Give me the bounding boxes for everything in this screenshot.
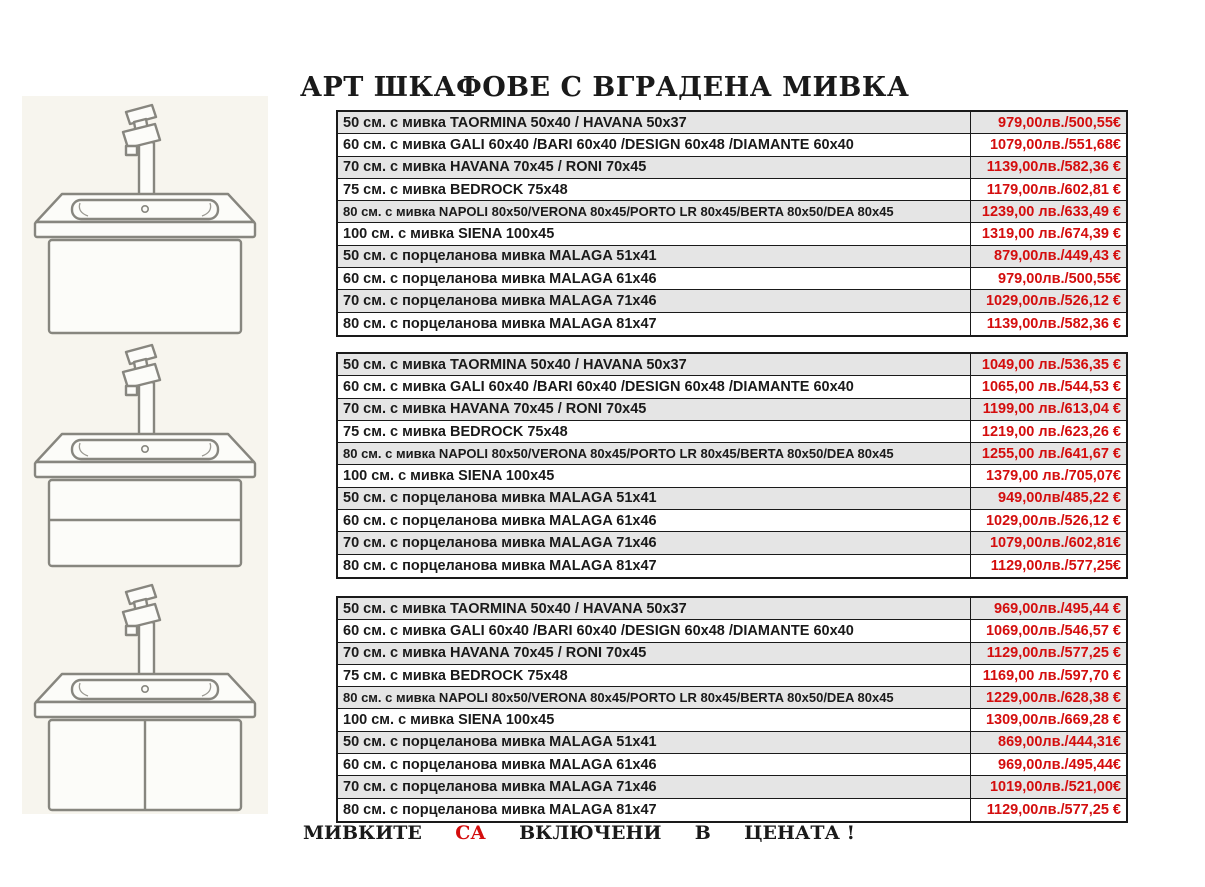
price-value: 1139,00лв./582,36 € (986, 159, 1121, 176)
product-description: 50 см. с мивка TAORMINA 50x40 / HAVANA 50x37 (338, 354, 971, 375)
table-row (338, 313, 1126, 335)
price-value: 1079,00лв./551,68€ (989, 136, 1121, 153)
price-value: 979,00лв./500,55€ (998, 114, 1121, 131)
product-description: 75 см. с мивка BEDROCK 75x48 (338, 665, 971, 686)
product-description: 60 см. с мивка GALI 60x40 /BARI 60x40 /DESIGN 60x48 /DIAMANTE 60x40 (338, 134, 971, 155)
table-row (338, 134, 1126, 156)
price-value: 1079,00лв./602,81€ (989, 535, 1121, 552)
table-row (338, 376, 1126, 398)
price-value: 879,00лв./449,43 € (994, 248, 1121, 265)
table-row (338, 643, 1126, 665)
product-description: 80 см. с мивка NAPOLI 80x50/VERONA 80x45/PORTO LR 80x45/BERTA 80x50/DEA 80x45 (338, 443, 971, 464)
table-row (338, 799, 1126, 821)
table-row (338, 201, 1126, 223)
price-value: 1239,00 лв./633,49 € (981, 203, 1121, 220)
page-title: АРТ ШКАФОВЕ С ВГРАДЕНА МИВКА (300, 72, 910, 103)
product-description: 75 см. с мивка BEDROCK 75x48 (338, 179, 971, 200)
footer-word-highlight: СА (455, 822, 486, 844)
product-description: 60 см. с порцеланова мивка MALAGA 61x46 (338, 510, 971, 531)
table-row (338, 709, 1126, 731)
table-row (338, 776, 1126, 798)
footer-word: В (694, 822, 711, 844)
price-value: 1255,00 лв./641,67 € (981, 445, 1121, 462)
table-row (338, 112, 1126, 134)
product-description: 80 см. с порцеланова мивка MALAGA 81x47 (338, 313, 971, 335)
price-value: 1019,00лв./521,00€ (989, 779, 1121, 796)
footer-word: ВКЛЮЧЕНИ (519, 822, 662, 844)
product-description: 50 см. с порцеланова мивка MALAGA 51x41 (338, 246, 971, 267)
table-row (338, 555, 1126, 577)
product-description: 50 см. с порцеланова мивка MALAGA 51x41 (338, 488, 971, 509)
vanity-cabinet-single-door-icon (22, 96, 268, 336)
price-value: 1219,00 лв./623,26 € (981, 423, 1121, 440)
table-row (338, 246, 1126, 268)
price-value: 1065,00 лв./544,53 € (981, 378, 1121, 395)
product-description: 50 см. с мивка TAORMINA 50x40 / HAVANA 50x37 (338, 598, 971, 619)
price-value: 1049,00 лв./536,35 € (981, 356, 1121, 373)
price-value: 869,00лв./444,31€ (998, 734, 1121, 751)
table-row (338, 620, 1126, 642)
price-value: 1199,00 лв./613,04 € (982, 401, 1121, 418)
product-description: 80 см. с мивка NAPOLI 80x50/VERONA 80x45/PORTO LR 80x45/BERTA 80x50/DEA 80x45 (338, 201, 971, 222)
vanity-cabinet-two-drawers-icon (22, 336, 268, 576)
product-description: 80 см. с мивка NAPOLI 80x50/VERONA 80x45/PORTO LR 80x45/BERTA 80x50/DEA 80x45 (338, 687, 971, 708)
table-row (338, 443, 1126, 465)
product-description: 60 см. с порцеланова мивка MALAGA 61x46 (338, 754, 971, 775)
price-value: 1129,00лв./577,25 € (986, 801, 1121, 818)
table-row (338, 290, 1126, 312)
illustration-panel (22, 96, 268, 814)
table-row (338, 510, 1126, 532)
price-value: 1319,00 лв./674,39 € (981, 226, 1121, 243)
product-description: 80 см. с порцеланова мивка MALAGA 81x47 (338, 799, 971, 821)
table-row (338, 465, 1126, 487)
price-value: 1029,00лв./526,12 € (985, 512, 1121, 529)
price-value: 969,00лв./495,44 € (994, 600, 1121, 617)
price-value: 1029,00лв./526,12 € (985, 293, 1121, 310)
product-description: 50 см. с порцеланова мивка MALAGA 51x41 (338, 732, 971, 753)
footer-word: ЦЕНАТА ! (744, 822, 855, 844)
price-value: 1169,00 лв./597,70 € (982, 667, 1121, 684)
table-row (338, 687, 1126, 709)
price-value: 1309,00лв./669,28 € (985, 712, 1121, 729)
product-description: 70 см. с мивка HAVANA 70x45 / RONI 70x45 (338, 399, 971, 420)
price-value: 1129,00лв./577,25 € (986, 645, 1121, 662)
product-description: 70 см. с порцеланова мивка MALAGA 71x46 (338, 290, 971, 311)
product-description: 100 см. с мивка SIENA 100x45 (338, 465, 971, 486)
price-table-1 (336, 110, 1128, 337)
price-value: 949,00лв/485,22 € (998, 490, 1121, 507)
table-row (338, 532, 1126, 554)
price-value: 1229,00лв./628,38 € (985, 689, 1121, 706)
product-description: 70 см. с мивка HAVANA 70x45 / RONI 70x45 (338, 157, 971, 178)
product-description: 60 см. с мивка GALI 60x40 /BARI 60x40 /DESIGN 60x48 /DIAMANTE 60x40 (338, 620, 971, 641)
price-value: 969,00лв./495,44€ (998, 756, 1121, 773)
price-value: 1129,00лв./577,25€ (990, 557, 1121, 574)
footer-note (303, 822, 855, 844)
table-row (338, 157, 1126, 179)
price-table-3 (336, 596, 1128, 823)
product-description: 100 см. с мивка SIENA 100x45 (338, 709, 971, 730)
table-row (338, 421, 1126, 443)
table-row (338, 598, 1126, 620)
price-value: 1139,00лв./582,36 € (986, 315, 1121, 332)
product-description: 80 см. с порцеланова мивка MALAGA 81x47 (338, 555, 971, 577)
table-row (338, 665, 1126, 687)
price-value: 1179,00лв./602,81 € (986, 181, 1121, 198)
product-description: 60 см. с мивка GALI 60x40 /BARI 60x40 /DESIGN 60x48 /DIAMANTE 60x40 (338, 376, 971, 397)
product-description: 60 см. с порцеланова мивка MALAGA 61x46 (338, 268, 971, 289)
product-description: 75 см. с мивка BEDROCK 75x48 (338, 421, 971, 442)
price-table-2 (336, 352, 1128, 579)
table-row (338, 754, 1126, 776)
table-row (338, 354, 1126, 376)
vanity-cabinet-two-doors-icon (22, 576, 268, 816)
product-description: 70 см. с порцеланова мивка MALAGA 71x46 (338, 776, 971, 797)
table-row (338, 179, 1126, 201)
table-row (338, 268, 1126, 290)
price-value: 979,00лв./500,55€ (998, 270, 1121, 287)
table-row (338, 223, 1126, 245)
table-row (338, 488, 1126, 510)
product-description: 100 см. с мивка SIENA 100x45 (338, 223, 971, 244)
product-description: 70 см. с мивка HAVANA 70x45 / RONI 70x45 (338, 643, 971, 664)
price-value: 1379,00 лв./705,07€ (985, 468, 1121, 485)
table-row (338, 732, 1126, 754)
table-row (338, 399, 1126, 421)
product-description: 70 см. с порцеланова мивка MALAGA 71x46 (338, 532, 971, 553)
product-description: 50 см. с мивка TAORMINA 50x40 / HAVANA 50x37 (338, 112, 971, 133)
price-value: 1069,00лв./546,57 € (985, 622, 1121, 639)
footer-word: МИВКИТЕ (303, 822, 422, 844)
